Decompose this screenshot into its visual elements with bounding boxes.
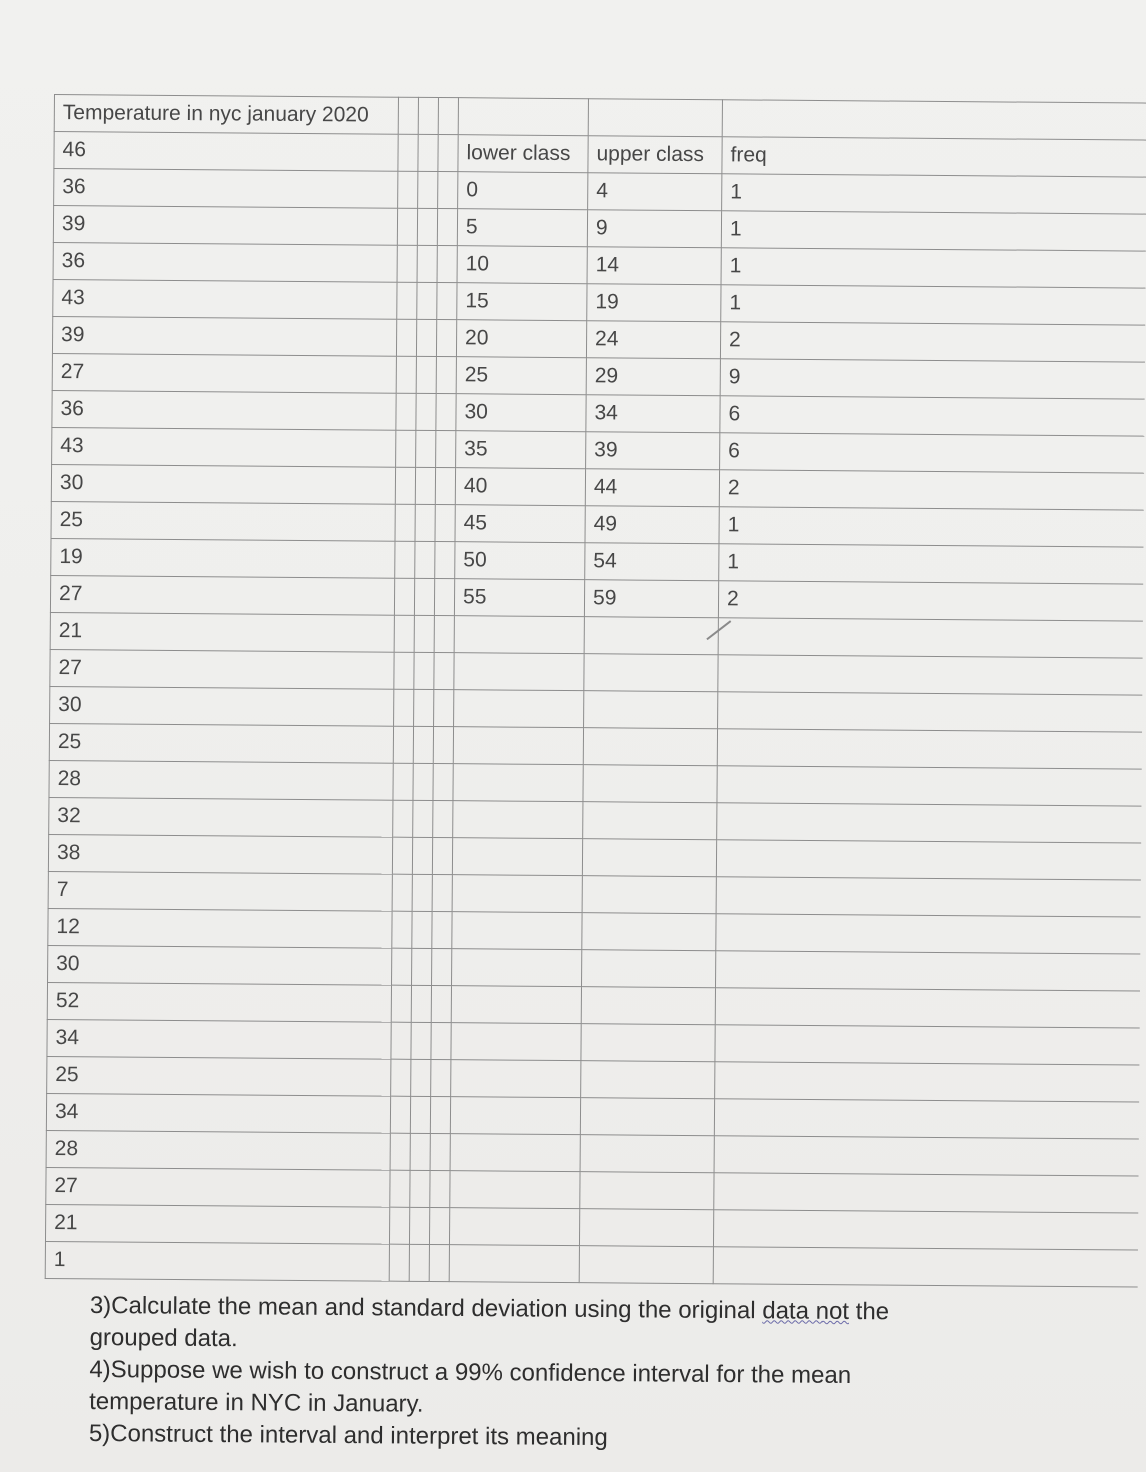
empty-cell[interactable] [451, 1060, 581, 1098]
temperature-cell[interactable]: 46 [54, 132, 398, 172]
spacer-cell[interactable] [410, 1170, 430, 1207]
empty-cell[interactable] [450, 1134, 580, 1172]
lower-class-cell[interactable]: 20 [456, 320, 586, 358]
empty-cell[interactable] [458, 98, 588, 136]
freq-cell[interactable]: 2 [718, 581, 1142, 621]
spacer-cell[interactable] [411, 1022, 431, 1059]
lower-class-cell[interactable]: 25 [456, 357, 586, 395]
empty-cell[interactable] [715, 1025, 1139, 1065]
question-4: 4)Suppose we wish to construct a 99% confidence interval for the mean [89, 1355, 852, 1389]
temperature-cell[interactable]: 25 [49, 723, 393, 763]
empty-cell[interactable] [453, 801, 583, 839]
spacer-cell[interactable] [436, 431, 456, 468]
empty-cell[interactable] [716, 914, 1140, 954]
temperature-cell[interactable]: 36 [53, 242, 397, 282]
spacer-cell[interactable] [416, 393, 436, 430]
spacer-cell[interactable] [394, 689, 414, 726]
empty-cell[interactable] [583, 728, 717, 766]
lower-class-cell[interactable]: 5 [457, 209, 587, 247]
spacer-cell[interactable] [433, 763, 453, 800]
empty-cell[interactable] [452, 875, 582, 913]
spacer-cell[interactable] [429, 1207, 449, 1244]
freq-cell[interactable]: 6 [720, 396, 1144, 436]
spacer-cell[interactable] [391, 985, 411, 1022]
spacer-cell[interactable] [398, 97, 418, 134]
spacer-cell[interactable] [415, 467, 435, 504]
upper-class-header[interactable]: upper class [588, 136, 722, 174]
spacer-cell[interactable] [418, 171, 438, 208]
spacer-cell[interactable] [437, 246, 457, 283]
empty-cell[interactable] [580, 1098, 714, 1136]
empty-cell[interactable] [581, 1024, 715, 1062]
spacer-cell[interactable] [393, 800, 413, 837]
empty-cell[interactable] [713, 1247, 1137, 1287]
freq-cell[interactable]: 2 [720, 322, 1144, 362]
spacer-cell[interactable] [438, 98, 458, 135]
temperature-cell[interactable]: 27 [52, 353, 396, 393]
spacer-cell[interactable] [413, 726, 433, 763]
lower-class-cell[interactable]: 35 [456, 431, 586, 469]
spacer-cell[interactable] [392, 874, 412, 911]
spacer-cell[interactable] [412, 837, 432, 874]
spacer-cell[interactable] [434, 579, 454, 616]
spacer-cell[interactable] [431, 1059, 451, 1096]
empty-cell[interactable] [582, 839, 716, 877]
empty-cell[interactable] [452, 949, 582, 987]
spacer-cell[interactable] [432, 837, 452, 874]
empty-cell[interactable] [454, 616, 584, 654]
spacer-cell[interactable] [431, 985, 451, 1022]
spacer-cell[interactable] [392, 911, 412, 948]
spacer-cell[interactable] [394, 652, 414, 689]
empty-cell[interactable] [715, 988, 1139, 1028]
spacer-cell[interactable] [434, 690, 454, 727]
question-3-line-2: grouped data. [89, 1323, 238, 1353]
spacer-cell[interactable] [396, 319, 416, 356]
temperature-cell[interactable]: 7 [48, 871, 392, 911]
spacer-cell[interactable] [430, 1096, 450, 1133]
temperature-cell[interactable]: 21 [45, 1204, 389, 1244]
empty-cell[interactable] [717, 766, 1141, 806]
spacer-cell[interactable] [410, 1133, 430, 1170]
upper-class-cell[interactable]: 9 [587, 210, 721, 248]
spacer-cell[interactable] [429, 1244, 449, 1281]
spacer-cell[interactable] [393, 763, 413, 800]
spacer-cell[interactable] [432, 874, 452, 911]
temperature-cell[interactable]: 43 [53, 279, 397, 319]
temperature-cell[interactable]: 34 [47, 1019, 391, 1059]
lower-class-cell[interactable]: 0 [458, 172, 588, 210]
spacer-cell[interactable] [390, 1170, 410, 1207]
spacer-cell[interactable] [414, 615, 434, 652]
spacer-cell[interactable] [416, 430, 436, 467]
spacer-cell[interactable] [436, 320, 456, 357]
temperature-cell[interactable]: 30 [51, 464, 395, 504]
empty-cell[interactable] [449, 1208, 579, 1246]
spacer-cell[interactable] [413, 800, 433, 837]
empty-cell[interactable] [452, 912, 582, 950]
spacer-cell[interactable] [391, 1022, 411, 1059]
freq-cell[interactable]: 6 [720, 433, 1144, 473]
question-4-line-2: temperature in NYC in January. [89, 1387, 424, 1418]
spacer-cell[interactable] [414, 652, 434, 689]
temperature-cell[interactable]: 25 [51, 501, 395, 541]
upper-class-cell[interactable]: 29 [586, 358, 720, 396]
spacer-cell[interactable] [435, 468, 455, 505]
spacer-cell[interactable] [434, 616, 454, 653]
spacer-cell[interactable] [438, 172, 458, 209]
spacer-cell[interactable] [437, 283, 457, 320]
question-3-flagged-words: data not [762, 1297, 850, 1325]
spacer-cell[interactable] [415, 504, 435, 541]
freq-cell[interactable]: 1 [719, 544, 1143, 584]
temperature-cell[interactable]: 32 [49, 797, 393, 837]
lower-class-header[interactable]: lower class [458, 135, 588, 173]
spacer-cell[interactable] [418, 97, 438, 134]
lower-class-cell[interactable]: 40 [455, 468, 585, 506]
empty-cell[interactable] [580, 1172, 714, 1210]
temperature-cell[interactable]: 1 [45, 1241, 389, 1281]
spacer-cell[interactable] [414, 689, 434, 726]
empty-cell[interactable] [450, 1097, 580, 1135]
lower-class-cell[interactable]: 10 [457, 246, 587, 284]
upper-class-cell[interactable]: 39 [586, 432, 720, 470]
empty-cell[interactable] [716, 877, 1140, 917]
empty-cell[interactable] [716, 840, 1140, 880]
empty-cell[interactable] [584, 654, 718, 692]
empty-cell[interactable] [453, 727, 583, 765]
spacer-cell[interactable] [409, 1207, 429, 1244]
temperature-cell[interactable]: 21 [50, 612, 394, 652]
spacer-cell[interactable] [397, 208, 417, 245]
lower-class-cell[interactable]: 30 [456, 394, 586, 432]
spacer-cell[interactable] [394, 615, 414, 652]
spreadsheet [45, 94, 1146, 1288]
spacer-cell[interactable] [435, 542, 455, 579]
upper-class-cell[interactable]: 44 [585, 469, 719, 507]
table-row [45, 1241, 1137, 1287]
spacer-cell[interactable] [396, 393, 416, 430]
empty-cell[interactable] [451, 1023, 581, 1061]
empty-cell[interactable] [582, 913, 716, 951]
upper-class-cell[interactable]: 59 [584, 580, 718, 618]
empty-cell[interactable] [713, 1210, 1137, 1250]
empty-cell[interactable] [714, 1136, 1138, 1176]
lower-class-cell[interactable]: 50 [455, 542, 585, 580]
temperature-cell[interactable]: 27 [50, 649, 394, 689]
spacer-cell[interactable] [433, 727, 453, 764]
temperature-cell[interactable]: 43 [52, 427, 396, 467]
temperature-cell[interactable]: 36 [54, 169, 398, 209]
empty-cell[interactable] [453, 764, 583, 802]
spacer-cell[interactable] [389, 1207, 409, 1244]
empty-cell[interactable] [717, 803, 1141, 843]
spacer-cell[interactable] [395, 541, 415, 578]
temperature-cell[interactable]: 52 [47, 982, 391, 1022]
spacer-cell[interactable] [393, 726, 413, 763]
spacer-cell[interactable] [434, 653, 454, 690]
question-5: 5)Construct the interval and interpret its meaning [88, 1419, 608, 1452]
empty-cell[interactable] [581, 1061, 715, 1099]
spacer-cell[interactable] [394, 578, 414, 615]
spacer-cell[interactable] [411, 985, 431, 1022]
temperature-cell[interactable]: 28 [49, 760, 393, 800]
empty-cell[interactable] [454, 653, 584, 691]
lower-class-cell[interactable]: 55 [454, 579, 584, 617]
spacer-cell[interactable] [417, 282, 437, 319]
temperature-cell[interactable]: 39 [52, 316, 396, 356]
spacer-cell[interactable] [397, 282, 417, 319]
temperature-cell[interactable]: 38 [48, 834, 392, 874]
empty-cell[interactable] [718, 655, 1142, 695]
spacer-cell[interactable] [412, 911, 432, 948]
data-table [45, 94, 1146, 1288]
spacer-cell[interactable] [435, 505, 455, 542]
upper-class-cell[interactable]: 19 [587, 284, 721, 322]
empty-cell[interactable] [583, 765, 717, 803]
freq-cell[interactable]: 9 [720, 359, 1144, 399]
spacer-cell[interactable] [437, 209, 457, 246]
freq-cell[interactable]: 1 [721, 248, 1145, 288]
empty-cell[interactable] [718, 618, 1142, 658]
spacer-cell[interactable] [398, 134, 418, 171]
temperature-cell[interactable]: 30 [48, 945, 392, 985]
spacer-cell[interactable] [412, 874, 432, 911]
temperature-cell[interactable]: 36 [52, 390, 396, 430]
question-block [89, 1290, 990, 1457]
empty-cell[interactable] [581, 987, 715, 1025]
question-3-text-end: the [848, 1297, 890, 1326]
upper-class-cell[interactable]: 4 [588, 173, 722, 211]
empty-cell[interactable] [579, 1209, 713, 1247]
spacer-cell[interactable] [415, 541, 435, 578]
spacer-cell[interactable] [389, 1244, 409, 1281]
upper-class-cell[interactable]: 14 [587, 247, 721, 285]
spacer-cell[interactable] [392, 948, 412, 985]
temperature-cell[interactable]: 19 [51, 538, 395, 578]
spacer-cell[interactable] [395, 504, 415, 541]
spacer-cell[interactable] [396, 430, 416, 467]
spacer-cell[interactable] [390, 1096, 410, 1133]
spacer-cell[interactable] [418, 134, 438, 171]
spacer-cell[interactable] [431, 1022, 451, 1059]
spacer-cell[interactable] [409, 1244, 429, 1281]
spacer-cell[interactable] [433, 800, 453, 837]
empty-cell[interactable] [582, 950, 716, 988]
spacer-cell[interactable] [391, 1059, 411, 1096]
spacer-cell[interactable] [416, 356, 436, 393]
freq-cell[interactable]: 1 [721, 211, 1145, 251]
temperature-cell[interactable]: 25 [47, 1056, 391, 1096]
spacer-cell[interactable] [430, 1170, 450, 1207]
empty-cell[interactable] [451, 986, 581, 1024]
temperature-cell[interactable]: 30 [50, 686, 394, 726]
spacer-cell[interactable] [430, 1133, 450, 1170]
empty-cell[interactable] [714, 1099, 1138, 1139]
spacer-cell[interactable] [414, 578, 434, 615]
empty-cell[interactable] [588, 99, 722, 137]
spacer-cell[interactable] [410, 1096, 430, 1133]
temperature-cell[interactable]: 34 [46, 1093, 390, 1133]
upper-class-cell[interactable]: 34 [586, 395, 720, 433]
spacer-cell[interactable] [398, 171, 418, 208]
question-3-text: 3)Calculate the mean and standard deviation using the original [89, 1291, 763, 1325]
spacer-cell[interactable] [395, 467, 415, 504]
spacer-cell[interactable] [412, 948, 432, 985]
lower-class-cell[interactable]: 15 [457, 283, 587, 321]
upper-class-cell[interactable]: 54 [585, 543, 719, 581]
freq-cell[interactable]: 1 [722, 174, 1146, 214]
temperature-cell[interactable]: 12 [48, 908, 392, 948]
temperature-cell[interactable]: 28 [46, 1130, 390, 1170]
spacer-cell[interactable] [436, 357, 456, 394]
spacer-cell[interactable] [397, 245, 417, 282]
empty-cell[interactable] [580, 1135, 714, 1173]
spacer-cell[interactable] [436, 394, 456, 431]
empty-cell[interactable] [582, 876, 716, 914]
empty-cell[interactable] [454, 690, 584, 728]
spacer-cell[interactable] [396, 356, 416, 393]
temperature-cell[interactable]: 39 [53, 206, 397, 246]
empty-cell[interactable] [452, 838, 582, 876]
freq-cell[interactable]: 1 [721, 285, 1145, 325]
upper-class-cell[interactable]: 24 [586, 321, 720, 359]
spacer-cell[interactable] [438, 135, 458, 172]
temperature-cell[interactable]: 27 [46, 1167, 390, 1207]
spacer-cell[interactable] [411, 1059, 431, 1096]
spacer-cell[interactable] [432, 948, 452, 985]
empty-cell[interactable] [722, 100, 1146, 140]
spacer-cell[interactable] [417, 208, 437, 245]
empty-cell[interactable] [579, 1246, 713, 1284]
empty-cell[interactable] [718, 692, 1142, 732]
empty-cell[interactable] [717, 729, 1141, 769]
column-title[interactable]: Temperature in nyc january 2020 [54, 95, 398, 135]
empty-cell[interactable] [584, 617, 718, 655]
empty-cell[interactable] [716, 951, 1140, 991]
freq-cell[interactable]: 2 [719, 470, 1143, 510]
temperature-cell[interactable]: 27 [50, 575, 394, 615]
spacer-cell[interactable] [417, 245, 437, 282]
spacer-cell[interactable] [416, 319, 436, 356]
empty-cell[interactable] [714, 1173, 1138, 1213]
empty-cell[interactable] [449, 1245, 579, 1283]
empty-cell[interactable] [715, 1062, 1139, 1102]
empty-cell[interactable] [450, 1171, 580, 1209]
spacer-cell[interactable] [432, 911, 452, 948]
upper-class-cell[interactable]: 49 [585, 506, 719, 544]
freq-cell[interactable]: 1 [719, 507, 1143, 547]
empty-cell[interactable] [583, 802, 717, 840]
empty-cell[interactable] [584, 691, 718, 729]
spacer-cell[interactable] [390, 1133, 410, 1170]
spacer-cell[interactable] [392, 837, 412, 874]
lower-class-cell[interactable]: 45 [455, 505, 585, 543]
spacer-cell[interactable] [413, 763, 433, 800]
freq-header[interactable]: freq [722, 137, 1146, 177]
